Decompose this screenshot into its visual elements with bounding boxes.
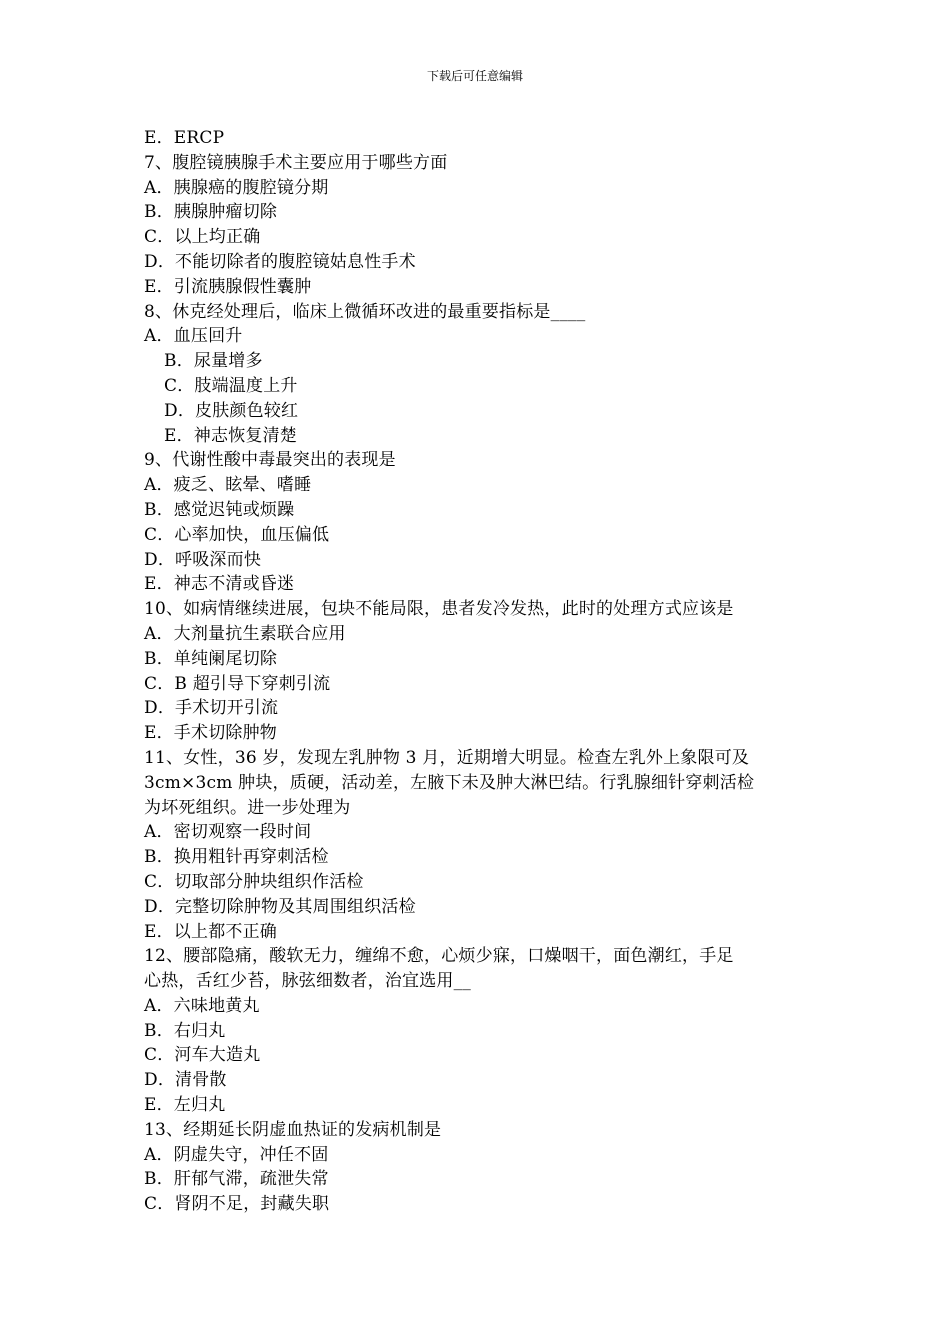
answer-option: E．ERCP [144,128,225,148]
answer-option: D．皮肤颜色较红 [164,400,299,421]
page-header: 下载后可任意编辑 [426,69,523,83]
answer-option: E．引流胰腺假性囊肿 [144,276,312,297]
question-text: 7、腹腔镜胰腺手术主要应用于哪些方面 [144,152,448,173]
answer-option: D．手术切开引流 [144,698,279,719]
answer-option: A．疲乏、眩晕、嗜睡 [144,475,312,496]
question-text: 9、代谢性酸中毒最突出的表现是 [144,450,396,471]
answer-option: E．左归丸 [144,1095,226,1116]
answer-option: B．单纯阑尾切除 [144,648,278,669]
answer-option: B．尿量增多 [164,351,263,372]
answer-option: A．六味地黄丸 [144,995,260,1016]
text-line: 3cm×3cm 肿块，质硬，活动差，左腋下未及肿大淋巴结。行乳腺细针穿刺活检 [144,772,755,793]
answer-option: C．河车大造丸 [144,1045,261,1066]
answer-option: D．清骨散 [144,1070,227,1091]
answer-option: A．胰腺癌的腹腔镜分期 [144,177,329,198]
answer-option: B．肝郁气滞，疏泄失常 [144,1169,329,1190]
answer-option: B．换用粗针再穿刺活检 [144,847,329,868]
answer-option: C．心率加快，血压偏低 [144,524,330,545]
answer-option: E．神志恢复清楚 [164,425,298,446]
question-text: 10、如病情继续进展，包块不能局限，患者发冷发热，此时的处理方式应该是 [144,599,734,620]
answer-option: C．B 超引导下穿刺引流 [144,673,331,694]
answer-option: B．感觉迟钝或烦躁 [144,499,295,520]
question-text: 13、经期延长阴虚血热证的发病机制是 [144,1119,442,1140]
document-body [144,126,809,1217]
answer-option: B．胰腺肿瘤切除 [144,202,278,223]
answer-option: C．肢端温度上升 [164,375,298,396]
question-text: 12、腰部隐痛，酸软无力，缠绵不愈，心烦少寐，口燥咽干，面色潮红，手足 [144,946,734,967]
answer-option: C．以上均正确 [144,227,261,248]
answer-option: A．血压回升 [144,326,243,347]
answer-option: E．以上都不正确 [144,921,278,942]
answer-option: A．阴虚失守，冲任不固 [144,1144,329,1165]
text-line: 为坏死组织。进一步处理为 [144,797,351,818]
answer-option: C．肾阴不足，封藏失职 [144,1194,330,1215]
answer-option: C．切取部分肿块组织作活检 [144,871,364,892]
answer-option: D．完整切除肿物及其周围组织活检 [144,896,416,917]
answer-option: E．神志不清或昏迷 [144,574,295,595]
answer-option: A．大剂量抗生素联合应用 [144,623,346,644]
answer-option: B．右归丸 [144,1020,226,1041]
answer-option: E．手术切除肿物 [144,723,278,744]
answer-option: D．不能切除者的腹腔镜姑息性手术 [144,251,416,272]
question-text: 11、女性，36 岁，发现左乳肿物 3 月，近期增大明显。检查左乳外上象限可及 [144,747,750,768]
answer-option: A．密切观察一段时间 [144,822,312,843]
answer-option: D．呼吸深而快 [144,549,262,570]
question-text: 8、休克经处理后，临床上微循环改进的最重要指标是____ [144,301,586,322]
text-line: 心热，舌红少苔，脉弦细数者，治宜选用__ [144,971,471,992]
